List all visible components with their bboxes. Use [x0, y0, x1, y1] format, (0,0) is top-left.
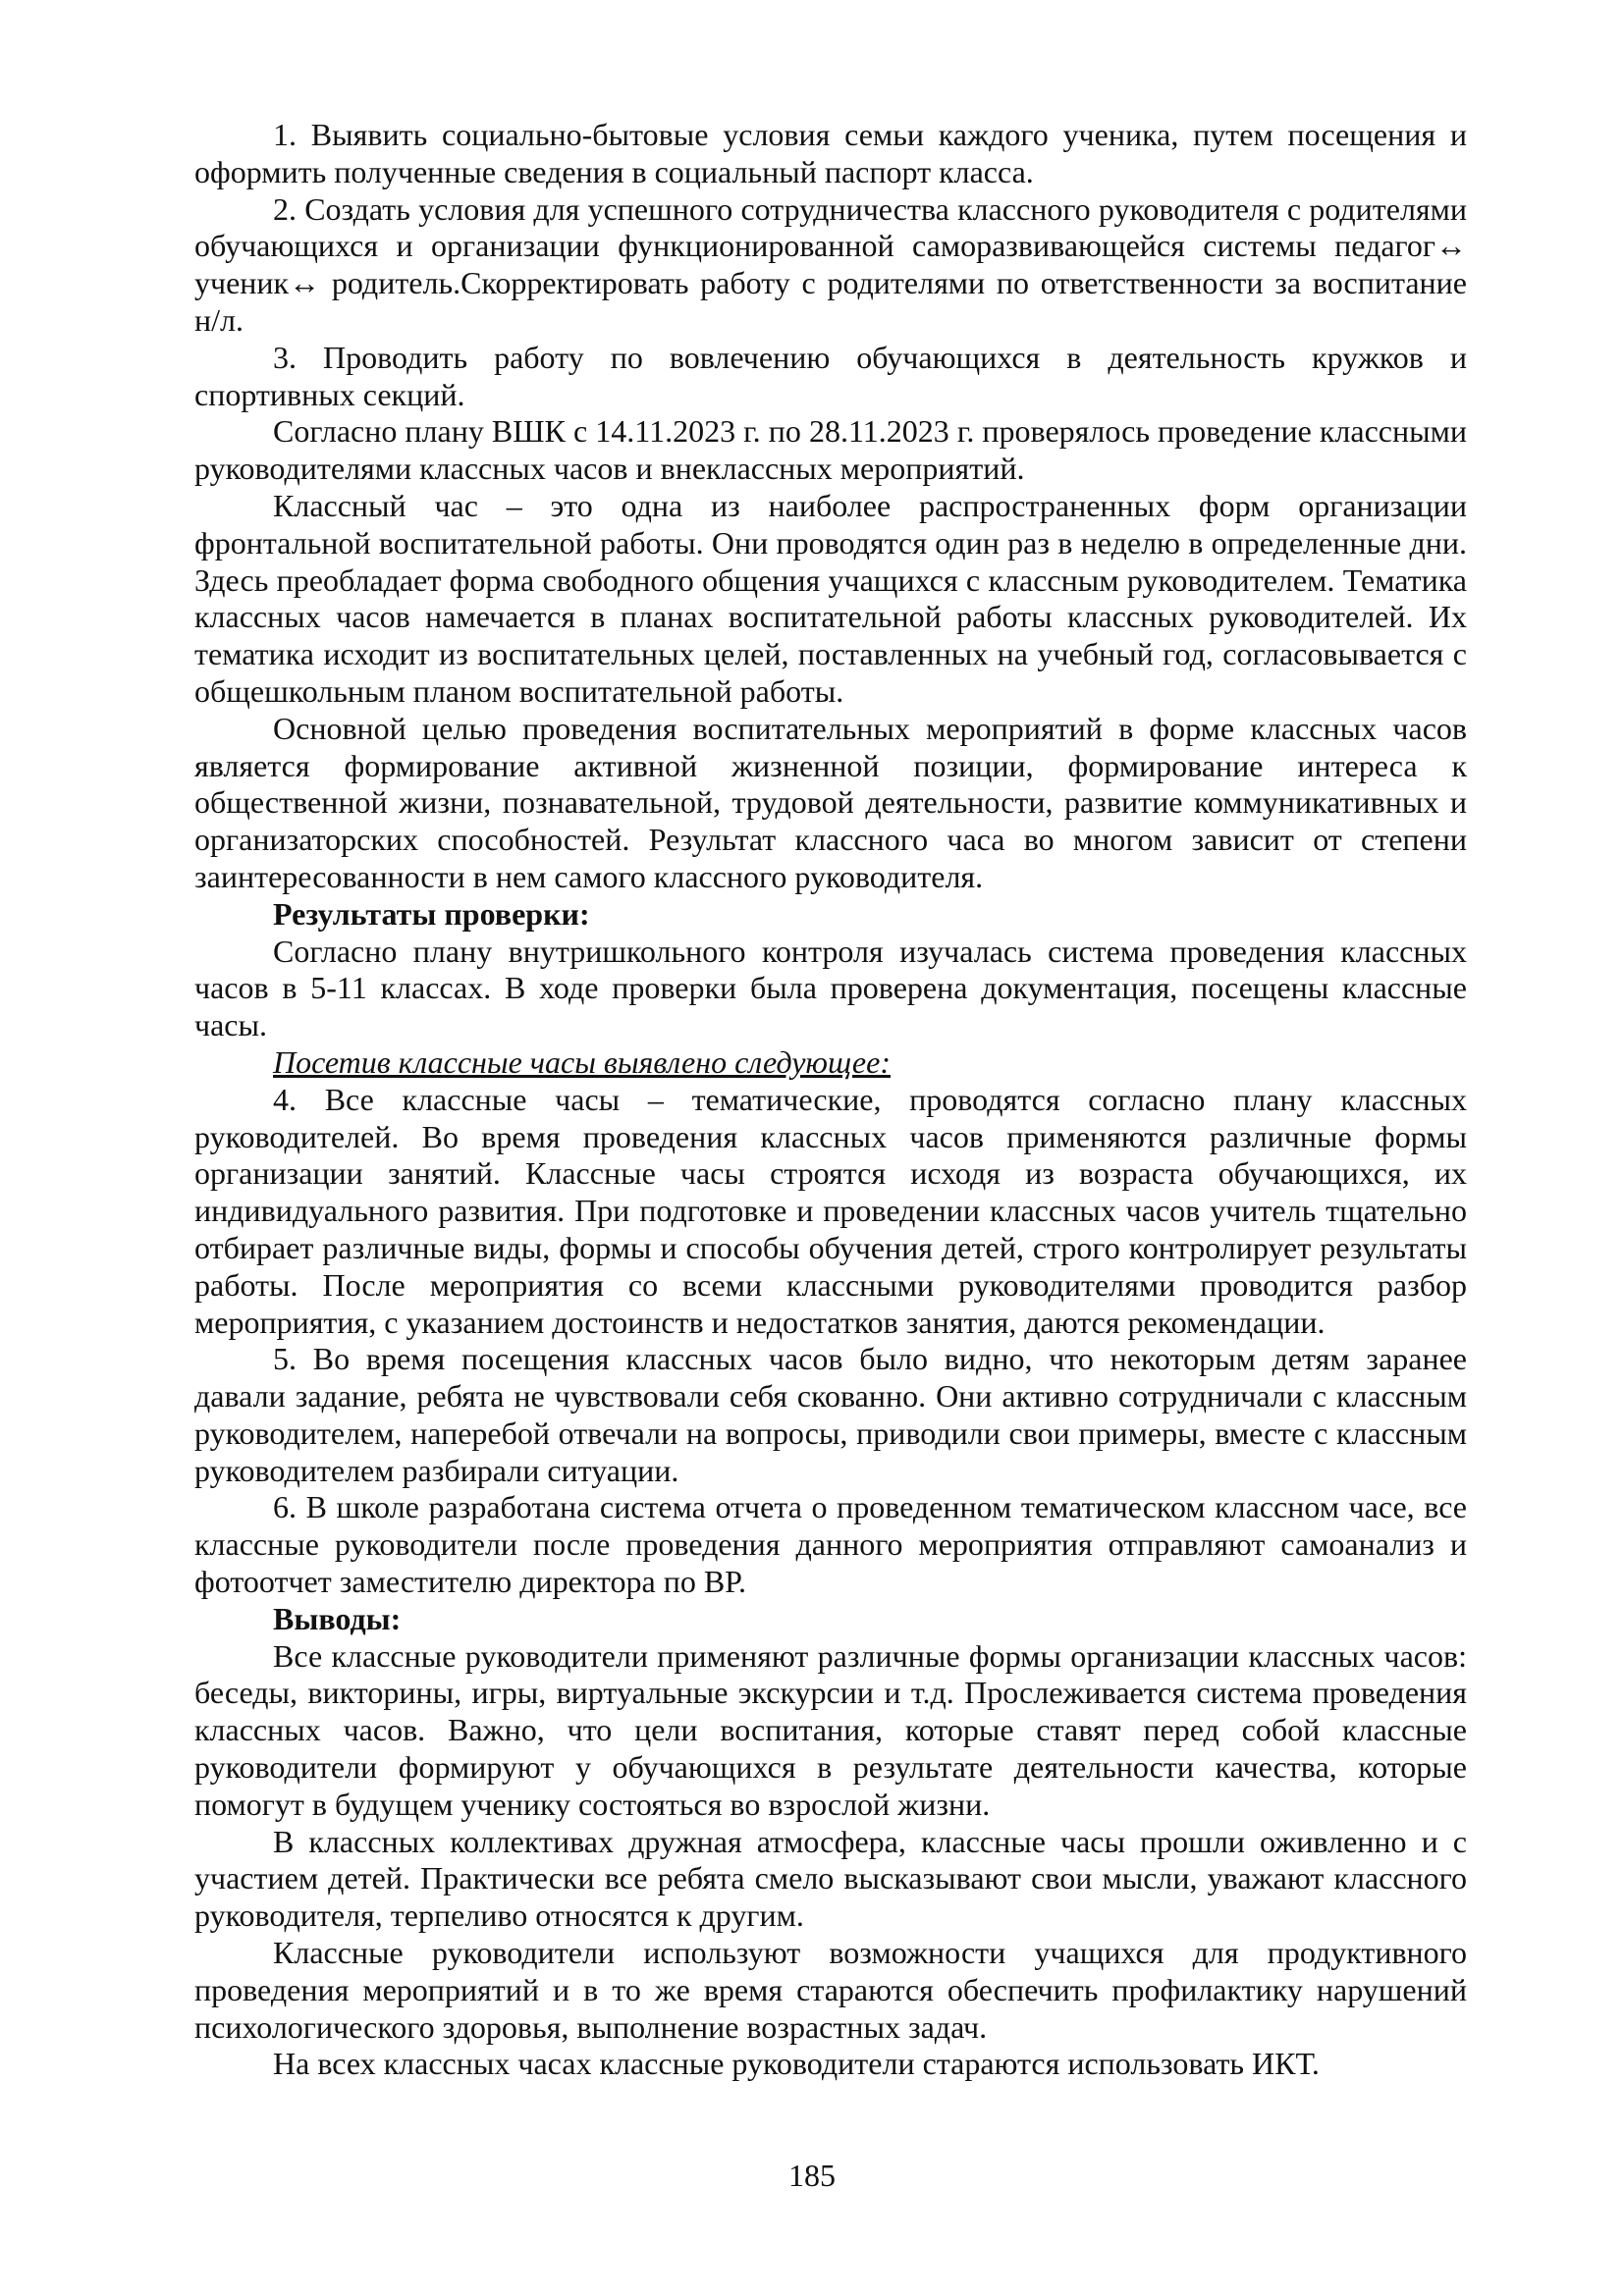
paragraph-vshk-plan: Согласно плану ВШК с 14.11.2023 г. по 28.11.2023 г. проверялось проведение классными руководителями классных часов и внеклассных мероприятий.: [194, 413, 1467, 487]
paragraph-conclusion-ict: На всех классных часах классные руководители стараются использовать ИКТ.: [273, 2046, 1320, 2082]
paragraph-conclusion-atmosphere: В классных коллективах дружная атмосфера, классные часы прошли оживленно и с участием детей. Практически все ребята смело высказывают свои мысли, уважают классного руководителя, терпеливо относятся к другим.: [194, 1823, 1467, 1934]
page-number: 185: [788, 2158, 836, 2193]
paragraph-item-6: 6. В школе разработана система отчета о проведенном тематическом классном часе, все классные руководители после проведения данного мероприятия отправляют самоанализ и фотоотчет заместителю директора по ВР.: [194, 1489, 1467, 1600]
paragraph-conclusion-forms: Все классные руководители применяют различные формы организации классных часов: беседы, викторины, игры, виртуальные экскурсии и т.д. Прослеживается система проведения классных часов. Важно, что цели воспитания, которые ставят перед собой классные руководители формируют у обучающихся в результате деятельности качества, которые помогут в будущем ученику состояться во взрослой жизни.: [194, 1637, 1467, 1822]
paragraph-conclusion-opportunities: Классные руководители используют возможности учащихся для продуктивного проведения мероприятий и в то же время стараются обеспечить профилактику нарушений психологического здоровья, выполнение возрастных задач.: [194, 1935, 1467, 2045]
paragraph-item-1: 1. Выявить социально-бытовые условия семьи каждого ученика, путем посещения и оформить полученные сведения в социальный паспорт класса.: [194, 117, 1467, 189]
subheading-findings: [194, 1044, 1467, 1082]
paragraph-item-4: 4. Все классные часы – тематические, проводятся согласно плану классных руководителей. Во время проведения классных часов применяются различные формы организации занятий. Классные часы строятся исходя из возраста обучающихся, их индивидуального развития. При подготовке и проведении классных часов учитель тщательно отбирает различные виды, формы и способы обучения детей, строго контролирует результаты работы. После мероприятия со всеми классными руководителями проводится разбор мероприятия, с указанием достоинств и недостатков занятия, даются рекомендации.: [194, 1081, 1467, 1340]
paragraph-internal-control: Согласно плану внутришкольного контроля изучалась система проведения классных часов в 5-11 классах. В ходе проверки была проверена документация, посещены классные часы.: [194, 933, 1467, 1043]
heading-conclusions: Выводы:: [273, 1600, 402, 1636]
paragraph-item-5: 5. Во время посещения классных часов было видно, что некоторым детям заранее давали задание, ребята не чувствовали себя скованно. Они активно сотрудничали с классным руководителем, наперебой отвечали на вопросы, приводили свои примеры, вместе с классным руководителем разбирали ситуации.: [194, 1341, 1467, 1488]
paragraph-main-goal: Основной целью проведения воспитательных мероприятий в форме классных часов является формирование активной жизненной позиции, формирование интереса к общественной жизни, познавательной, трудовой деятельности, развитие коммуникативных и организаторских способностей. Результат классного часа во многом зависит от степени заинтересованности в нем самого классного руководителя.: [194, 710, 1467, 894]
heading-check-results: Результаты проверки:: [273, 895, 590, 932]
document-body: [194, 117, 1467, 2083]
subheading-findings-text: Посетив классные часы выявлено следующее:: [273, 1043, 891, 1080]
paragraph-item-3: 3. Проводить работу по вовлечению обучающихся в деятельность кружков и спортивных секций.: [194, 339, 1467, 412]
paragraph-item-2: 2. Создать условия для успешного сотрудничества классного руководителя с родителями обучающихся и организации функционированной саморазвивающейся системы педагог↔ ученик↔ родитель.Скорректировать работу с родителями по ответственности за воспитание н/л.: [194, 190, 1467, 338]
paragraph-class-hour-definition: Классный час – это одна из наиболее распространенных форм организации фронтальной воспитательной работы. Они проводятся один раз в неделю в определенные дни. Здесь преобладает форма свободного общения учащихся с классным руководителем. Тематика классных часов намечается в планах воспитательной работы классных руководителей. Их тематика исходит из воспитательных целей, поставленных на учебный год, согласовывается с общешкольным планом воспитательной работы.: [194, 487, 1467, 709]
